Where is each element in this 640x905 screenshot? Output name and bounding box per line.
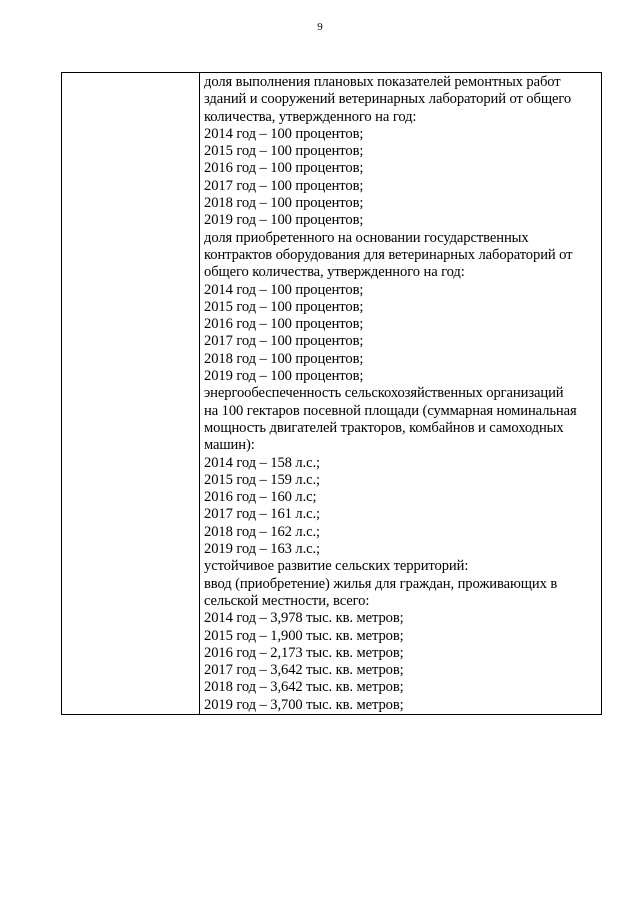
text-line: доля приобретенного на основании государственных xyxy=(204,229,529,246)
text-line: сельской местности, всего: xyxy=(204,592,370,609)
text-line: 2018 год – 162 л.с.; xyxy=(204,523,321,540)
text-line: общего количества, утвержденного на год: xyxy=(204,264,465,281)
text-line: энергообеспеченность сельскохозяйственных организаций xyxy=(204,385,564,402)
text-line: 2016 год – 100 процентов; xyxy=(204,316,364,333)
text-line: 2018 год – 3,642 тыс. кв. метров; xyxy=(204,679,404,696)
text-line: 2014 год – 3,978 тыс. кв. метров; xyxy=(204,610,404,627)
text-line: 2019 год – 163 л.с.; xyxy=(204,541,321,558)
text-line: 2014 год – 100 процентов; xyxy=(204,125,364,142)
text-line: 2015 год – 100 процентов; xyxy=(204,143,364,160)
page-number: 9 xyxy=(317,21,323,33)
text-line: 2019 год – 3,700 тыс. кв. метров; xyxy=(204,696,404,713)
text-line: 2014 год – 100 процентов; xyxy=(204,281,364,298)
text-line: 2016 год – 160 л.с; xyxy=(204,489,317,506)
text-line: 2014 год – 158 л.с.; xyxy=(204,454,321,471)
text-line: доля выполнения плановых показателей ремонтных работ xyxy=(204,74,561,90)
table-right-cell xyxy=(200,73,601,714)
text-line: зданий и сооружений ветеринарных лабораторий от общего xyxy=(204,91,572,108)
text-line: 2019 год – 100 процентов; xyxy=(204,212,364,229)
text-line: машин): xyxy=(204,437,255,454)
text-line: устойчивое развитие сельских территорий: xyxy=(204,558,469,575)
text-line: ввод (приобретение) жилья для граждан, проживающих в xyxy=(204,575,558,592)
text-line: мощность двигателей тракторов, комбайнов и самоходных xyxy=(204,419,564,436)
text-line: 2017 год – 3,642 тыс. кв. метров; xyxy=(204,662,404,679)
text-line: 2018 год – 100 процентов; xyxy=(204,195,364,212)
text-line: количества, утвержденного на год: xyxy=(204,108,417,125)
text-line: 2017 год – 161 л.с.; xyxy=(204,506,321,523)
text-line: 2016 год – 2,173 тыс. кв. метров; xyxy=(204,644,404,661)
document-table xyxy=(61,72,602,715)
text-line: 2015 год – 159 л.с.; xyxy=(204,471,321,488)
text-line: 2015 год – 1,900 тыс. кв. метров; xyxy=(204,627,404,644)
text-line: 2018 год – 100 процентов; xyxy=(204,350,364,367)
table-left-cell xyxy=(62,73,200,714)
text-line: 2017 год – 100 процентов; xyxy=(204,177,364,194)
text-line: контрактов оборудования для ветеринарных лабораторий от xyxy=(204,246,573,263)
text-line: 2015 год – 100 процентов; xyxy=(204,298,364,315)
text-line: 2019 год – 100 процентов; xyxy=(204,368,364,385)
text-line: 2017 год – 100 процентов; xyxy=(204,333,364,350)
text-line: 2016 год – 100 процентов; xyxy=(204,160,364,177)
text-line: на 100 гектаров посевной площади (суммарная номинальная xyxy=(204,402,577,419)
